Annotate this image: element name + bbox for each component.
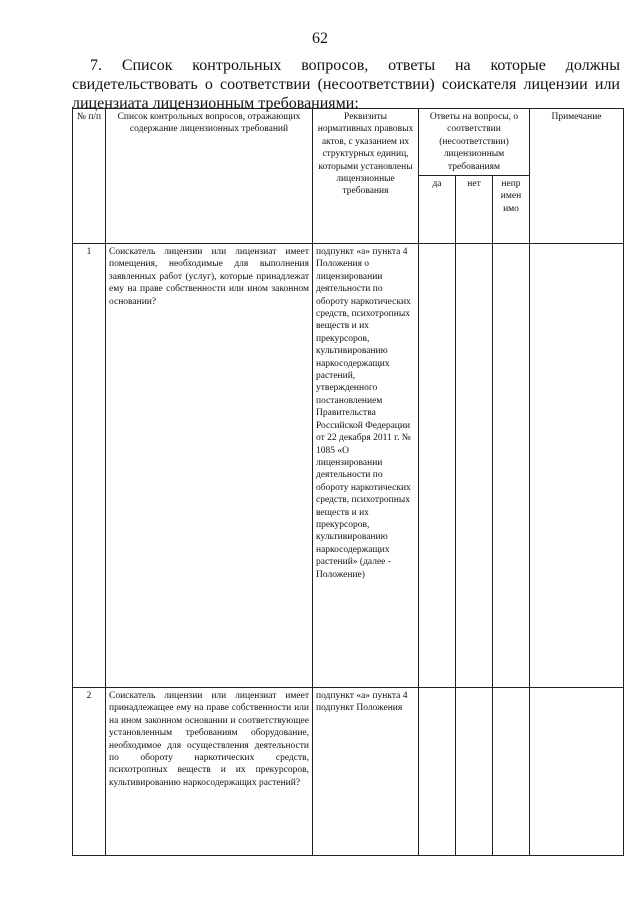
table-row (73, 688, 624, 856)
row-requisite: подпункт «а» пункта 4 Положения о лицензировании деятельности по обороту наркотических средств, психотропных веществ и их прекурсоров, культивированию наркосодержащих растений, утвержденного постановлением Правительства Российской Федерации от 22 декабря 2011 г. № 1085 «О лицензировании деятельности по обороту наркотических средств, психотропных веществ и их прекурсоров, культивированию наркосодержащих растений» (далее - Положение) (313, 244, 419, 688)
header-no: нет (456, 176, 493, 244)
header-not-applicable: непр имен имо (493, 176, 530, 244)
answer-no-cell[interactable] (456, 244, 493, 688)
answer-yes-cell[interactable] (419, 244, 456, 688)
heading-line-2: свидетельствовать о соответствии (несоответствии) соискателя лицензии или (72, 76, 620, 93)
row-number: 1 (73, 244, 106, 688)
heading-word: Список (121, 57, 173, 74)
note-cell[interactable] (530, 244, 624, 688)
header-questions: Список контрольных вопросов, отражающих содержание лицензионных требований (106, 109, 313, 244)
note-cell[interactable] (530, 688, 624, 856)
heading-line-3: лицензиата лицензионным требованиями: (72, 95, 359, 112)
section-heading (72, 56, 620, 113)
heading-line-1 (72, 56, 620, 75)
answer-yes-cell[interactable] (419, 688, 456, 856)
answer-na-cell[interactable] (493, 688, 530, 856)
header-answers: Ответы на вопросы, о соответствии (несоответствии) лицензионным требованиям (419, 109, 530, 176)
heading-word: вопросов, (301, 57, 369, 74)
heading-word: которые (490, 57, 546, 74)
header-requisites: Реквизиты нормативных правовых актов, с указанием их структурных единиц, которыми установлены лицензионные требования (313, 109, 419, 244)
heading-word: контрольных (192, 57, 282, 74)
row-number: 2 (73, 688, 106, 856)
checklist-table (72, 108, 624, 856)
row-requisite: подпункт «а» пункта 4 подпункт Положения (313, 688, 419, 856)
row-question: Соискатель лицензии или лицензиат имеет помещения, необходимые для выполнения заявленных работ (услуг), которые принадлежат ему на праве собственности или ином законном основании? (106, 244, 313, 688)
page-number: 62 (312, 30, 328, 47)
heading-word: должны (565, 57, 620, 74)
heading-word: 7. (90, 57, 102, 74)
table-row (73, 244, 624, 688)
header-num: № п/п (73, 109, 106, 244)
heading-word: ответы (388, 57, 436, 74)
answer-na-cell[interactable] (493, 244, 530, 688)
row-question: Соискатель лицензии или лицензиат имеет принадлежащее ему на праве собственности или на ином законном основании и соответствующее установленным требованиям оборудование, необходимое для осуществления деятельности по обороту наркотических средств, психотропных веществ и их прекурсоров, культивированию наркосодержащих растений? (106, 688, 313, 856)
answer-no-cell[interactable] (456, 688, 493, 856)
header-note: Примечание (530, 109, 624, 244)
header-yes: да (419, 176, 456, 244)
heading-word: на (454, 57, 471, 74)
